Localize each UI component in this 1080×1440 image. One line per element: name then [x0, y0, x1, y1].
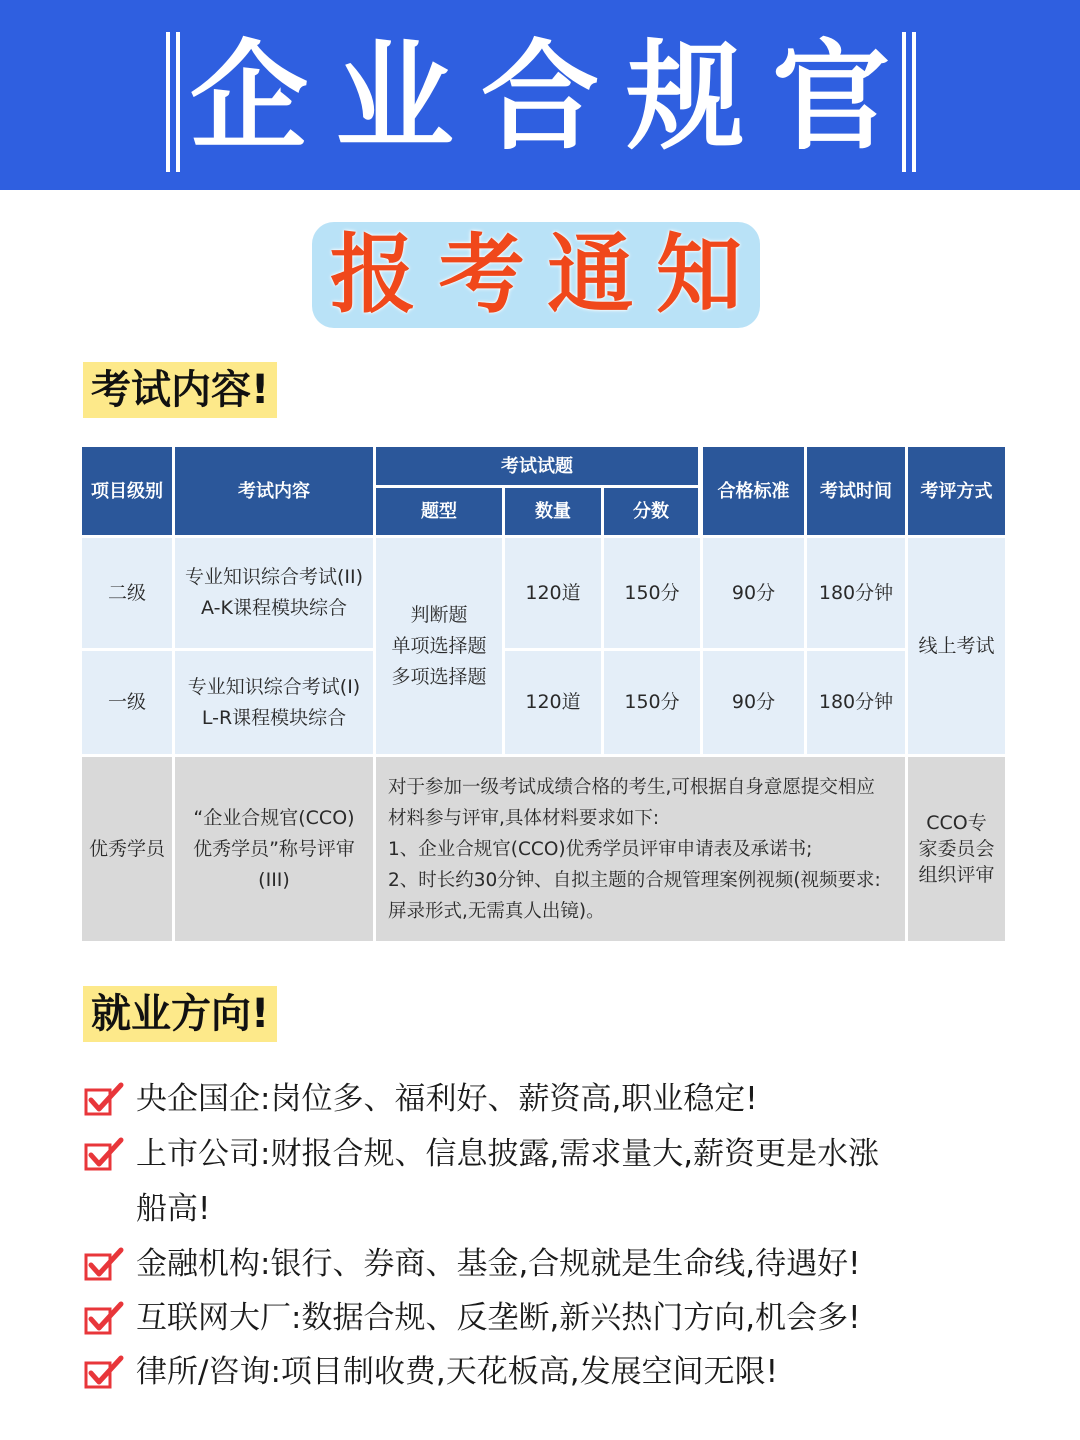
- row-level: 一级: [82, 651, 172, 754]
- career-text: 上市公司:财报合规、信息披露,需求量大,薪资更是水涨: [136, 1136, 880, 1172]
- checkbox-check-icon: [84, 1082, 124, 1118]
- header-method: 考评方式: [908, 447, 1005, 535]
- committee-line: CCO专: [926, 812, 987, 834]
- header-pass: 合格标准: [703, 447, 804, 535]
- row-time: 180分钟: [807, 538, 905, 648]
- career-text: 互联网大厂:数据合规、反垄断,新兴热门方向,机会多!: [136, 1300, 861, 1336]
- row-time: 180分钟: [807, 651, 905, 754]
- subtitle-char: 知: [655, 225, 742, 325]
- banner-left-bar-outer: [166, 32, 170, 172]
- career-item: [84, 1291, 1004, 1346]
- header-type: 题型: [376, 488, 502, 535]
- banner-left-bar-inner: [176, 32, 180, 172]
- question-type: 判断题: [410, 603, 468, 626]
- subtitle-char: 报: [330, 225, 416, 325]
- question-type: 多项选择题: [391, 665, 487, 688]
- header-questions: 考试试题: [376, 447, 698, 485]
- excellent-content-line: (III): [258, 868, 290, 891]
- excellent-desc-line: 屏录形式,无需真人出镜)。: [388, 900, 605, 922]
- checkbox-check-icon: [84, 1355, 124, 1391]
- row-content-excellent: [175, 757, 373, 941]
- row-content-line: L-R课程模块综合: [201, 706, 347, 729]
- header-count: 数量: [505, 488, 601, 535]
- row-score: 150分: [604, 538, 700, 648]
- title-char: 规: [626, 28, 745, 166]
- career-item: [84, 1345, 1004, 1400]
- row-count: 120道: [505, 538, 601, 648]
- career-text: 律所/咨询:项目制收费,天花板高,发展空间无限!: [136, 1354, 779, 1390]
- committee-line: 家委员会: [918, 838, 995, 860]
- career-item: [84, 1072, 1004, 1127]
- career-text-continued: 船高!: [136, 1191, 211, 1227]
- excellent-desc-line: 对于参加一级考试成绩合格的考生,可根据自身意愿提交相应: [388, 776, 875, 798]
- header-content: 考试内容: [175, 447, 373, 535]
- row-score: 150分: [604, 651, 700, 754]
- row-level-excellent: 优秀学员: [82, 757, 172, 941]
- excellent-desc-line: 材料参与评审,具体材料要求如下:: [388, 807, 660, 829]
- question-type: 单项选择题: [391, 634, 487, 657]
- subtitle-pill: [312, 222, 760, 328]
- title-char: 企: [190, 28, 309, 166]
- row-pass: 90分: [703, 538, 804, 648]
- title-char: 业: [335, 28, 454, 166]
- row-content-line: 专业知识综合考试(II): [184, 566, 364, 588]
- exam-table: [82, 447, 1005, 941]
- checkbox-check-icon: [84, 1137, 124, 1173]
- committee-line: 组织评审: [918, 864, 995, 886]
- question-types-cell: [376, 538, 502, 754]
- method-committee-cell: [908, 757, 1005, 941]
- header-time: 考试时间: [807, 447, 905, 535]
- checkbox-check-icon: [84, 1247, 124, 1283]
- career-text: 央企国企:岗位多、福利好、薪资高,职业稳定!: [136, 1081, 758, 1117]
- excellent-desc-line: 2、时长约30分钟、自拟主题的合规管理案例视频(视频要求:: [388, 869, 881, 891]
- row-content: [175, 651, 373, 754]
- subtitle-char: 考: [438, 225, 525, 325]
- subtitle-char: 通: [547, 225, 634, 325]
- row-content-line: A-K课程模块综合: [201, 597, 347, 619]
- title-banner: [0, 0, 1080, 190]
- row-count: 120道: [505, 651, 601, 754]
- page-title: [190, 22, 890, 172]
- row-content: [175, 538, 373, 648]
- method-online-cell: 线上考试: [908, 538, 1005, 754]
- title-char: 官: [771, 28, 890, 166]
- row-content-line: 专业知识综合考试(I): [187, 675, 361, 698]
- title-char: 合: [480, 28, 599, 166]
- excellent-content-line: “企业合规官(CCO): [193, 806, 355, 829]
- excellent-description: [376, 757, 905, 941]
- career-item: [84, 1127, 1004, 1237]
- banner-right-bar-outer: [912, 32, 916, 172]
- banner-right-bar-inner: [902, 32, 906, 172]
- excellent-content-line: 优秀学员”称号评审: [193, 837, 355, 860]
- career-item: [84, 1237, 1004, 1292]
- row-pass: 90分: [703, 651, 804, 754]
- header-score: 分数: [604, 488, 698, 535]
- section-heading-career: 就业方向!: [83, 986, 277, 1042]
- header-level: 项目级别: [82, 447, 172, 535]
- section-heading-exam-content: 考试内容!: [83, 362, 277, 418]
- career-text: 金融机构:银行、券商、基金,合规就是生命线,待遇好!: [136, 1246, 861, 1282]
- checkbox-check-icon: [84, 1301, 124, 1337]
- excellent-desc-line: 1、企业合规官(CCO)优秀学员评审申请表及承诺书;: [388, 838, 813, 860]
- row-level: 二级: [82, 538, 172, 648]
